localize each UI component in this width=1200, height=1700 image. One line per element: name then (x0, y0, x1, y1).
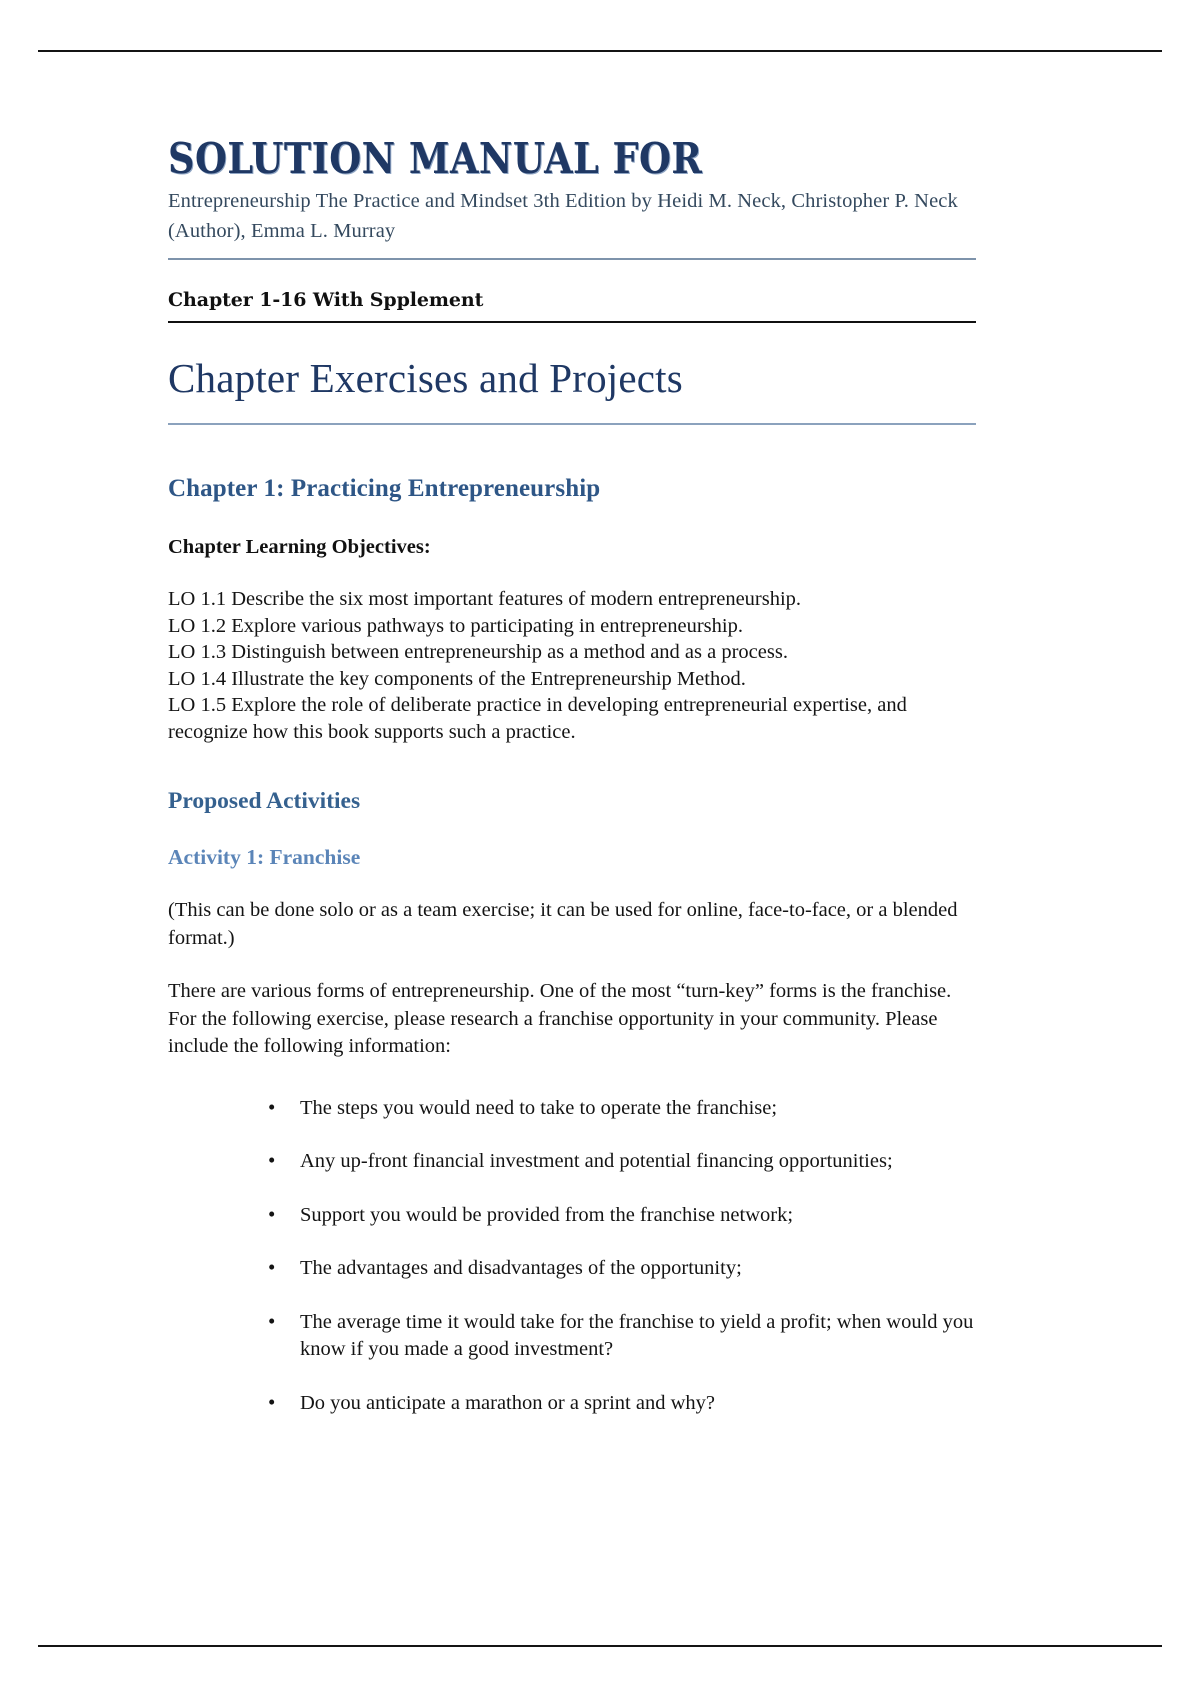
list-item (168, 1390, 976, 1418)
learning-objective-item: LO 1.5 Explore the role of deliberate practice in developing entrepreneurial expertise, and recognize how this book supports such a practice. (168, 694, 907, 743)
chapter-range-divider (168, 321, 976, 323)
masthead-title: SOLUTION MANUAL FOR (168, 134, 703, 183)
proposed-activities-heading: Proposed Activities (168, 788, 361, 814)
learning-objectives-list (168, 586, 976, 745)
learning-objective-item: LO 1.4 Illustrate the key components of the Entrepreneurship Method. (168, 667, 746, 690)
list-item-text: Do you anticipate a marathon or a sprint and why? (300, 1391, 715, 1414)
list-item (168, 1148, 976, 1176)
list-item-text: Support you would be provided from the franchise network; (300, 1203, 794, 1226)
bullet-icon: • (268, 1308, 276, 1333)
learning-objective-item: LO 1.1 Describe the six most important features of modern entrepreneurship. (168, 588, 802, 610)
bullet-icon: • (268, 1255, 276, 1279)
bullet-icon: • (268, 1148, 276, 1172)
masthead-subtitle: Entrepreneurship The Practice and Mindset 3th Edition by Heidi M. Neck, Christopher P. Neck (Author), Emma L. Murray (168, 190, 958, 242)
bullet-icon: • (268, 1201, 276, 1226)
list-item (168, 1309, 976, 1364)
bullet-icon: • (268, 1094, 276, 1119)
list-item-text: The average time it would take for the franchise to yield a profit; when would you know if you made a good investment? (300, 1310, 974, 1360)
learning-objective-item: LO 1.3 Distinguish between entrepreneurship as a method and as a process. (168, 641, 788, 663)
bullet-icon: • (268, 1389, 276, 1414)
masthead-divider (168, 258, 976, 260)
masthead (168, 136, 976, 260)
chapter-range-label: Chapter 1-16 With Spplement (168, 289, 484, 311)
activity-format-note: (This can be done solo or as a team exercise; it can be used for online, face-to-face, or a blended format.) (168, 899, 958, 949)
list-item (168, 1202, 976, 1230)
activity-heading: Activity 1: Franchise (168, 845, 361, 869)
activity-requirements-list (168, 1095, 976, 1418)
page-title-divider (168, 423, 976, 425)
list-item (168, 1255, 976, 1283)
list-item (168, 1095, 976, 1123)
page-top-rule (38, 50, 1162, 52)
chapter-heading: Chapter 1: Practicing Entrepreneurship (168, 475, 601, 502)
learning-objective-item: LO 1.2 Explore various pathways to participating in entrepreneurship. (168, 614, 743, 637)
list-item-text: The steps you would need to take to operate the franchise; (300, 1096, 778, 1119)
document-content (168, 136, 976, 1443)
learning-objectives-heading: Chapter Learning Objectives: (168, 536, 431, 558)
activity-instructions: There are various forms of entrepreneurship. One of the most “turn-key” forms is the franchise. For the following exercise, please research a franchise opportunity in your community. Please include the following information: (168, 980, 952, 1057)
page-title: Chapter Exercises and Projects (168, 355, 683, 401)
page-bottom-rule (38, 1645, 1162, 1647)
list-item-text: The advantages and disadvantages of the opportunity; (300, 1257, 742, 1279)
list-item-text: Any up-front financial investment and potential financing opportunities; (300, 1150, 893, 1172)
